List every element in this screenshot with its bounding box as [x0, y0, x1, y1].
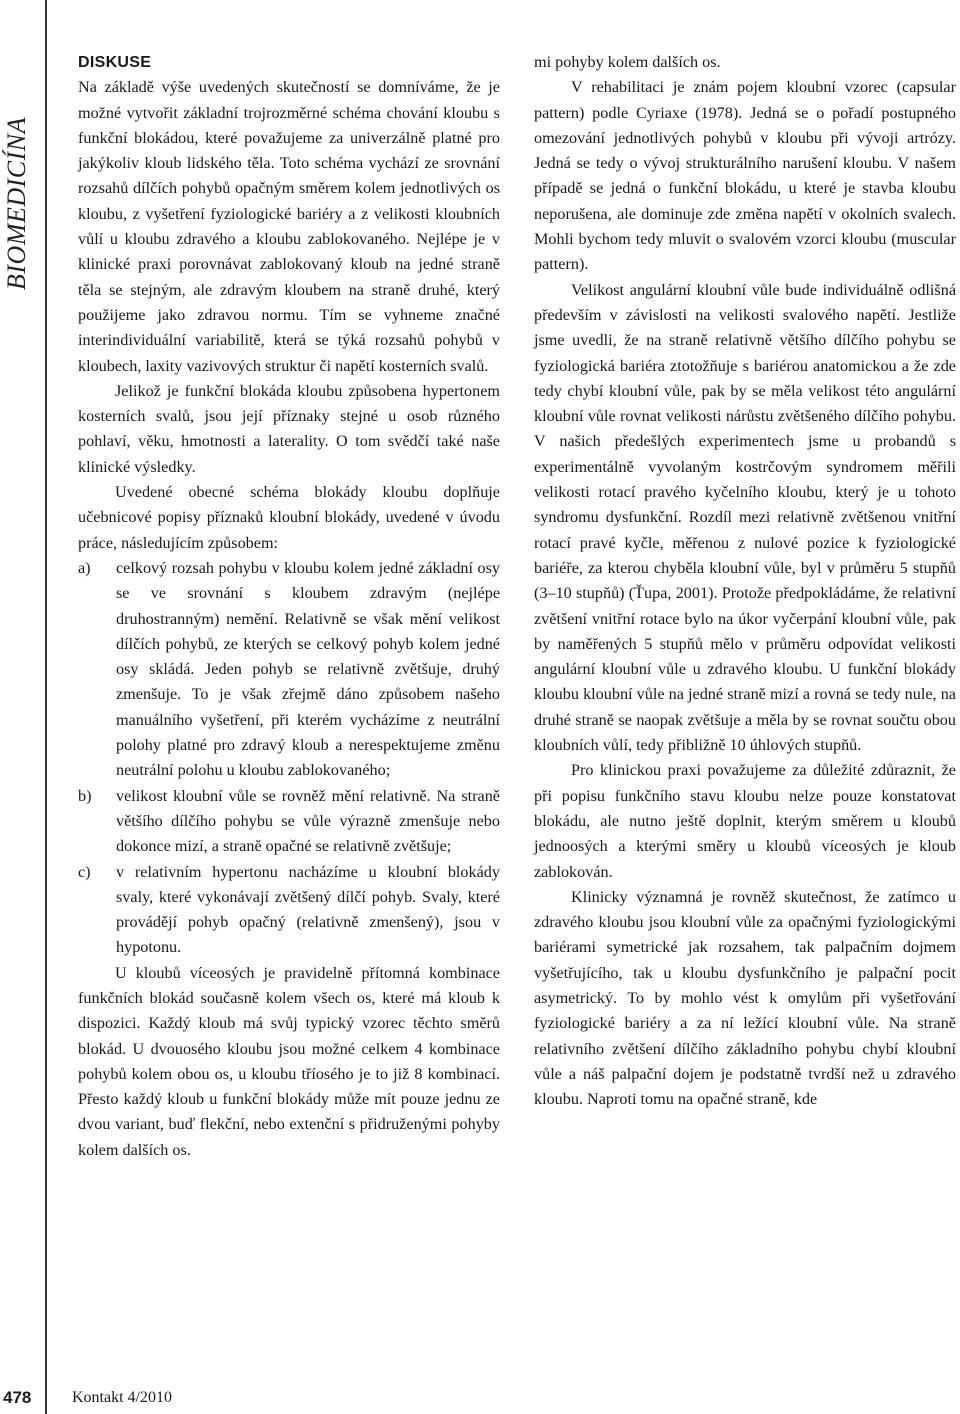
list-item-text: v relativním hypertonu nacházíme u kloubní blokády svaly, které vykonávají zvětšený dílčí pohyb. Svaly, které provádějí pohyb opačný (relativně zmenšený), jsou v hypotonu. — [116, 862, 500, 957]
left-column — [78, 50, 500, 1163]
running-head — [0, 0, 38, 300]
paragraph: Jelikož je funkční blokáda kloubu způsobena hypertonem kosterních svalů, jsou její příznaky stejné u osob různého pohlaví, věku, hmotnosti a laterality. O tom svědčí také naše klinické výsledky. — [78, 381, 500, 476]
list-marker: c) — [78, 862, 91, 881]
paragraph-continuation: mi pohyby kolem dalších os. — [534, 53, 721, 71]
page-number: 478 — [3, 1388, 32, 1407]
list-item-text: velikost kloubní vůle se rovněž mění relativně. Na straně většího dílčího pohybu se vůle výrazně zmenšuje nebo dokonce mizí, a straně opačné se relativně zvětšuje; — [116, 786, 500, 856]
paragraph: U kloubů víceosých je pravidelně přítomná kombinace funkčních blokád současně kolem všech os, které má kloub k dispozici. Každý kloub má svůj typický vzorec těchto směrů blokád. U dvouosého kloubu jsou možné celkem 4 kombinace pohybů kolem obou os, u kloubu tříosého je to již 8 kombinací. Přesto každý kloub u funkční blokády může mít pouze jednu ze dvou variant, buď flekční, nebo extenční s přidruženými pohyby kolem dalších os. — [78, 963, 500, 1159]
list-marker: a) — [78, 558, 91, 577]
list-item — [78, 860, 500, 961]
list-marker: b) — [78, 786, 92, 805]
journal-issue: Kontakt 4/2010 — [72, 1389, 172, 1406]
symptom-list — [78, 556, 500, 961]
list-item — [78, 784, 500, 860]
right-column — [534, 50, 956, 1112]
list-item — [78, 556, 500, 784]
paragraph: Na základě výše uvedených skutečností se domníváme, že je možné vytvořit základní trojrozměrné schéma chování kloubu s funkční blokádou, které považujeme za univerzálně platné pro jakýkoliv kloub lidského těla. Toto schéma vychází ze srovnání rozsahů dílčích pohybů opačným směrem kolem jednotlivých os kloubu, z vyšetření fyziologické bariéry a z velikosti kloubních vůlí u kloubu zdravého a kloubu zablokovaného. Nejlépe je v klinické praxi porovnávat zablokovaný kloub na jedné straně těla se stejným, ale zdravým kloubem na straně druhé, který použijeme jako zdravou normu. Tím se vyhneme značné interindividuální variabilitě, která se týká rozsahů pohybů v kloubech, laxity vazivových struktur či napětí kosterních svalů. — [78, 78, 500, 375]
paragraph: Uvedené obecné schéma blokády kloubu doplňuje učebnicové popisy příznaků kloubní blokády, uvedené v úvodu práce, následujícím způsobem: — [78, 483, 500, 552]
section-heading: DISKUSE — [78, 54, 152, 71]
paragraph: Velikost angulární kloubní vůle bude individuálně odlišná především v závislosti na velikosti svalového napětí. Jestliže jsme uvedli, že na straně relativně většího dílčího pohybu se fyziologická bariéra ztotožňuje s bariérou anatomickou a že zde tedy chybí kloubní vůle, pak by se měla velikost této angulární kloubní vůle rovnat velikosti nárůstu zvětšeného dílčího pohybu. V našich předešlých experimentech jsme u probandů s experimentálně vyvolaným kostrčovým syndromem měřili velikosti rotací pravého kyčelního kloubu, který je u tohoto syndromu dysfunkční. Rozdíl mezi relativně zvětšenou vnitřní rotací pravé kyčle, měřenou z nulové pozice k fyziologické bariéře, za kterou chyběla kloubní vůle, byl v průměru 5 stupňů (3–10 stupňů) (Ťupa, 2001). Protože předpokládáme, že relativní zvětšení vnitřní rotace bylo na úkor vyčerpání kloubní vůle, pak by naměřených 5 stupňů mělo v průměru odpovídat velikosti angulární kloubní vůle u zdravého kloubu. U funkční blokády kloubu kloubní vůle na jedné straně mizí a rovná se tedy nule, na druhé straně se naopak zvětšuje a měla by se rovnat součtu obou kloubních vůlí, tedy přibližně 10 úhlových stupňů. — [534, 280, 956, 755]
paragraph: Klinicky významná je rovněž skutečnost, že zatímco u zdravého kloubu jsou kloubní vůle za opačnými fyziologickými bariérami symetrické jak rozsahem, tak palpačním dojmem vyšetřujícího, tak u kloubu dysfunkčního je palpační pocit asymetrický. To by mohlo vést k omylům při vyšetřování fyziologické bariéry a za ní ležící kloubní vůle. Na straně relativního zvětšení dílčího základního pohybu chybí kloubní vůle a náš palpační dojem je podstatně tvrdší než u zdravého kloubu. Naproti tomu na opačné straně, kde — [534, 887, 956, 1109]
list-item-text: celkový rozsah pohybu v kloubu kolem jedné základní osy se ve srovnání s kloubem zdravým (nejlépe druhostranným) nemění. Relativně se však mění velikost dílčích pohybů, ze kterých se celkový pohyb kolem jedné osy skládá. Jeden pohyb se relativně zvětšuje, druhý zmenšuje. To je však zřejmě dáno způsobem našeho manuálního vyšetření, při kterém vycházíme z neutrální polohy platné pro zdravý kloub a nerespektujeme změnu neutrální polohu u kloubu zablokovaného; — [116, 558, 500, 780]
paragraph: V rehabilitaci je znám pojem kloubní vzorec (capsular pattern) podle Cyriaxe (1978). Jedná se o pořadí postupného omezování jednotlivých pohybů v kloubu při vývoji artrózy. Jedná se tedy o vývoj strukturálního narušení kloubu. V našem případě se jedná o funkční blokádu, u které je stavba kloubu neporušena, ale dominuje zde změna napětí v okolních svalech. Mohli bychom tedy mluvit o svalovém vzorci kloubu (muscular pattern). — [534, 78, 956, 274]
running-head-text: BIOMEDICÍNA — [2, 116, 31, 290]
margin-rule — [45, 0, 47, 1414]
paragraph: Pro klinickou praxi považujeme za důležité zdůraznit, že při popisu funkčního stavu kloubu nelze pouze konstatovat blokádu, ale nutno ještě doplnit, kterým směrem u kloubů jednoosých a kterými směry u kloubů víceosých je kloub zablokován. — [534, 761, 956, 881]
